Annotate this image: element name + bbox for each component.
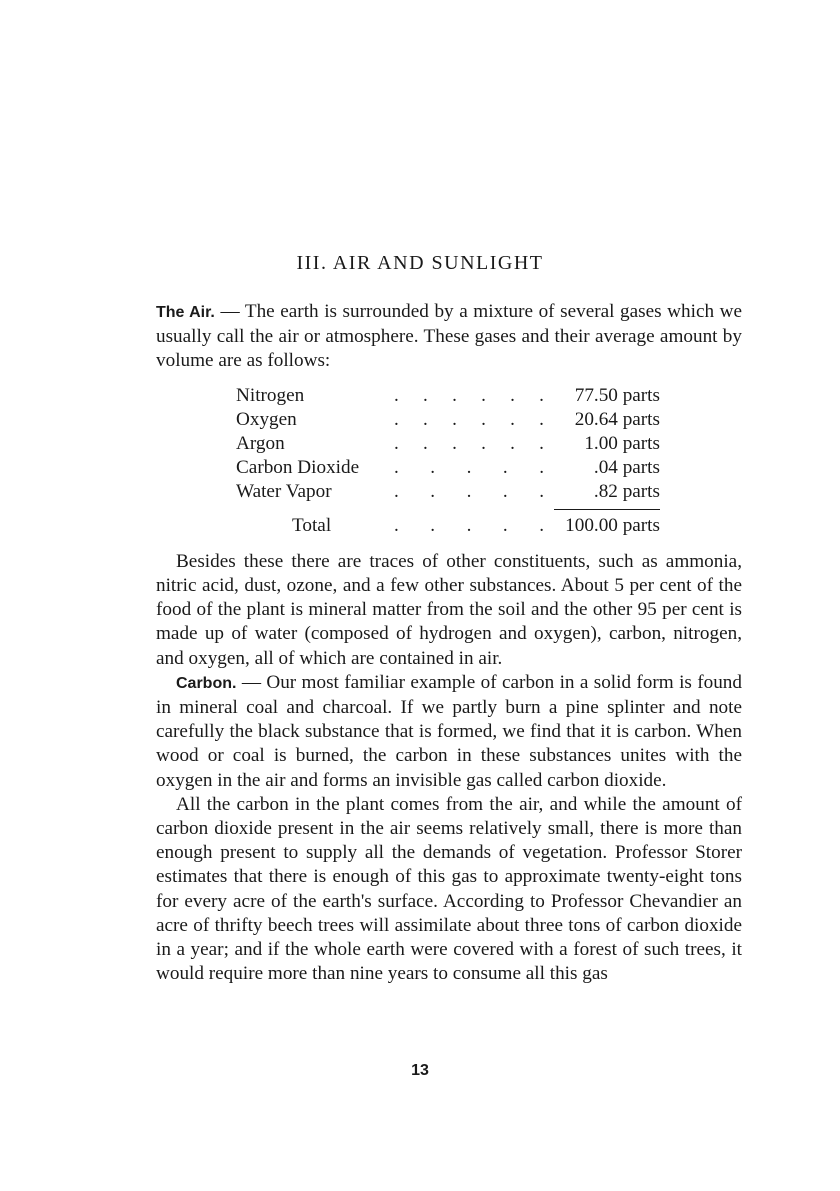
- total-rule: [554, 509, 660, 510]
- paragraph-the-air: [156, 300, 742, 374]
- gas-name: Water Vapor: [236, 481, 332, 503]
- table-row: [236, 432, 660, 456]
- paragraph-carbon-text: — Our most familiar example of carbon in a solid form is found in mineral coal and charcoal. If we partly burn a pine splinter and note carefully the black substance that is formed, we find that it is carbon. When wood or coal is burned, the carbon in these substances unites with the oxygen in the air and forms an invisible gas called carbon dioxide.: [156, 671, 742, 791]
- page-number: 13: [411, 1062, 429, 1079]
- table-row: [236, 384, 660, 408]
- dot-leader: . . . . . .: [394, 408, 544, 430]
- lead-carbon: Carbon.: [176, 674, 237, 692]
- gas-amount: 20.64 parts: [574, 408, 660, 430]
- body-text: [156, 300, 742, 986]
- dot-leader: . . . . .: [394, 481, 544, 503]
- paragraph-carbon: [156, 671, 742, 793]
- gas-name: Oxygen: [236, 408, 297, 430]
- chapter-title: III. AIR AND SUNLIGHT: [296, 252, 544, 274]
- total-amount: 100.00 parts: [565, 514, 660, 536]
- gas-amount: 1.00 parts: [584, 432, 660, 454]
- gas-amount: 77.50 parts: [574, 384, 660, 406]
- gas-amount: .82 parts: [593, 481, 660, 503]
- paragraph-traces: Besides these there are traces of other constituents, such as ammonia, nitric acid, dust, ozone, and a few other substances. About 5 per cent of the food of the plant is mineral matter from the soil and the other 95 per cent is made up of water (composed of hydrogen and oxygen), carbon, nitrogen, and oxygen, all of which are contained in air.: [156, 550, 742, 669]
- lead-the-air: The Air.: [156, 304, 215, 321]
- gas-name: Argon: [236, 432, 285, 454]
- dot-leader: . . . . . .: [394, 384, 544, 406]
- total-label: Total: [292, 514, 332, 536]
- gas-amount: .04 parts: [593, 457, 660, 479]
- table-total-row: [236, 514, 660, 538]
- dot-leader: . . . . . .: [394, 432, 544, 454]
- dot-leader: . . . . .: [394, 514, 544, 536]
- gas-name: Nitrogen: [236, 384, 305, 406]
- table-row: [236, 408, 660, 432]
- table-row: [236, 456, 660, 480]
- paragraph-carbon-source: All the carbon in the plant comes from the air, and while the amount of carbon dioxide present in the air seems relatively small, there is more than enough present to supply all the demands of vegetation. Professor Storer estimates that there is enough of this gas to approximate twenty-eight tons for every acre of the earth's surface. According to Professor Chevandier an acre of thrifty beech trees will assimilate about three tons of carbon dioxide in a year; and if the whole earth were covered with a forest of such trees, it would require more than nine years to consume all this gas: [156, 793, 742, 985]
- composition-table: [236, 384, 660, 538]
- gas-name: Carbon Dioxide: [236, 457, 360, 479]
- table-row: [236, 480, 660, 504]
- dot-leader: . . . . .: [394, 457, 544, 479]
- paragraph-the-air-text: — The earth is surrounded by a mixture of several gases which we usually call the air or atmosphere. These gases and their average amount by volume are as follows:: [156, 301, 742, 372]
